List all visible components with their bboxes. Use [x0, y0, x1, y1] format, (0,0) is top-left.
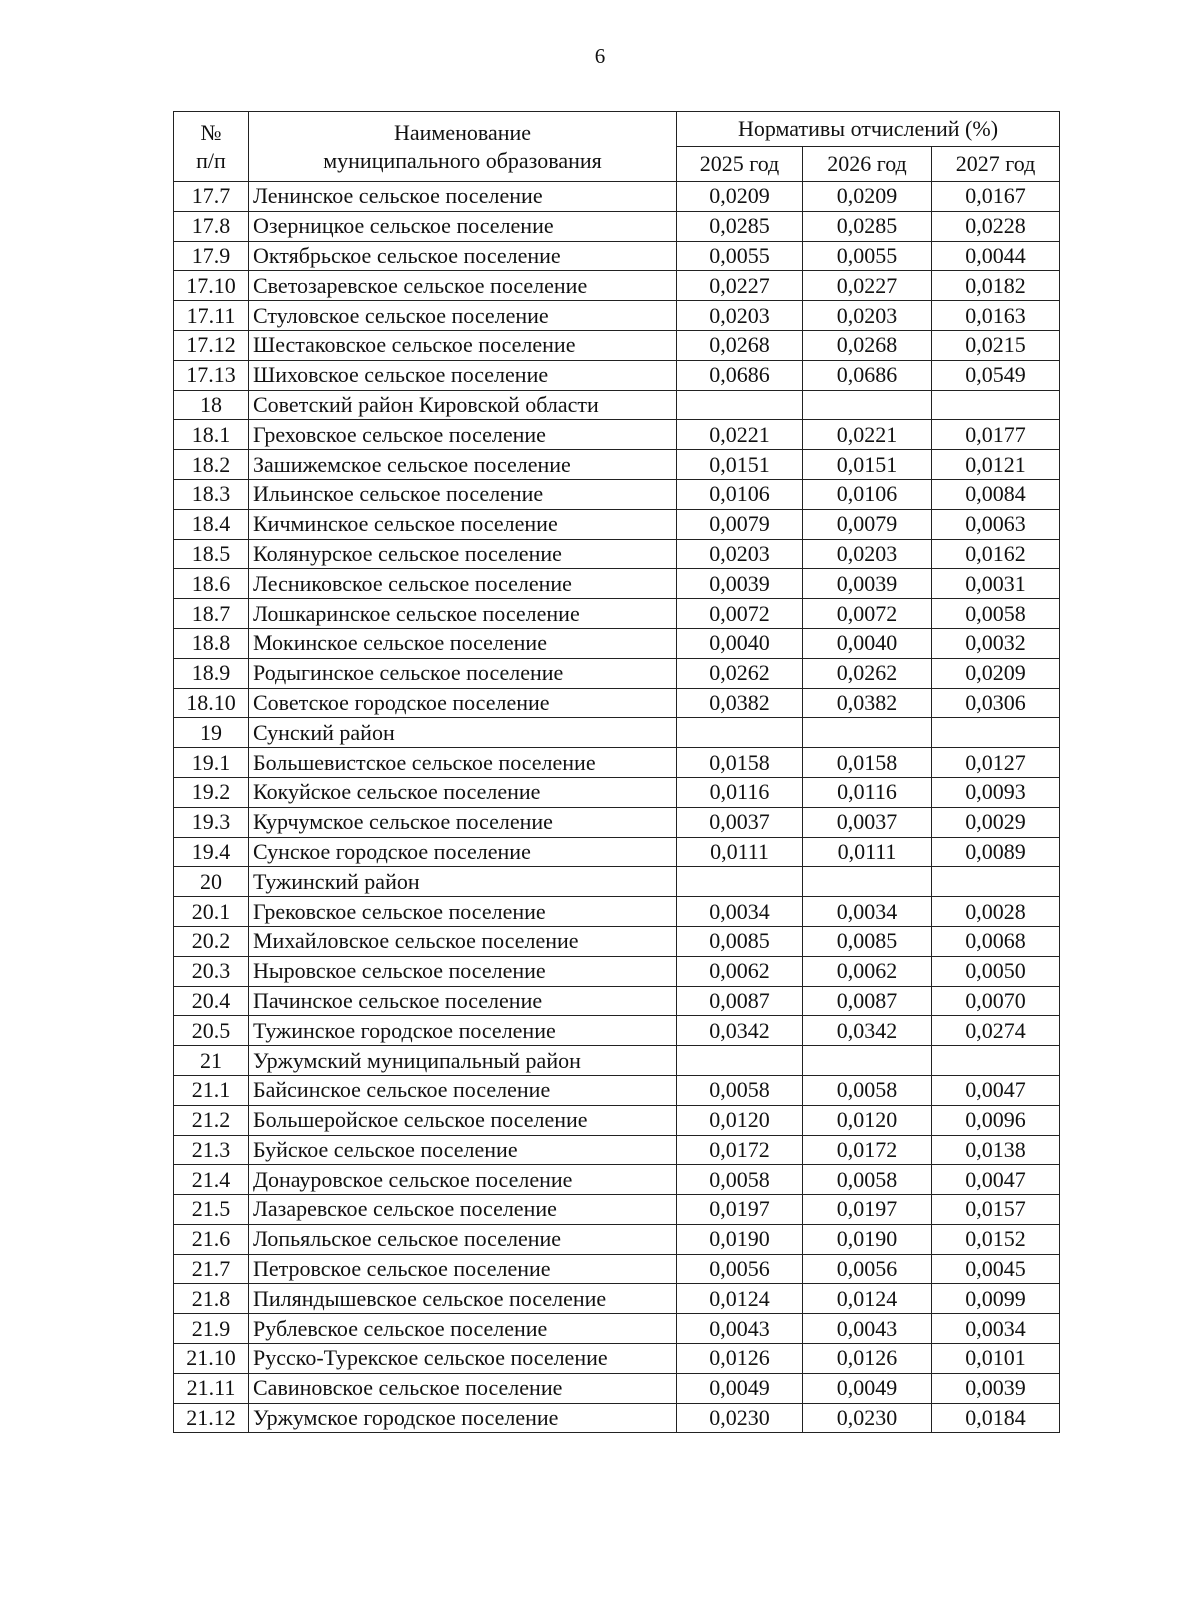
- row-value-2025: 0,0382: [677, 688, 803, 718]
- row-name: Лесниковское сельское поселение: [249, 569, 677, 599]
- row-value-2025: 0,0209: [677, 182, 803, 212]
- row-name: Большеройское сельское поселение: [249, 1105, 677, 1135]
- row-value-2025: 0,0055: [677, 241, 803, 271]
- row-value-2026: 0,0056: [803, 1254, 932, 1284]
- row-value-2027: 0,0093: [932, 777, 1060, 807]
- row-value-2025: 0,0039: [677, 569, 803, 599]
- row-value-2027: 0,0031: [932, 569, 1060, 599]
- row-name: Сунский район: [249, 718, 677, 748]
- row-value-2027: 0,0121: [932, 450, 1060, 480]
- row-value-2025: 0,0262: [677, 658, 803, 688]
- row-value-2026: 0,0034: [803, 897, 932, 927]
- row-value-2026: 0,0203: [803, 539, 932, 569]
- row-value-2027: 0,0228: [932, 211, 1060, 241]
- table-row: [174, 718, 1060, 748]
- row-number: 20.1: [174, 897, 249, 927]
- row-value-2026: 0,0058: [803, 1075, 932, 1105]
- row-number: 19.1: [174, 748, 249, 778]
- row-number: 21.6: [174, 1224, 249, 1254]
- row-number: 20.4: [174, 986, 249, 1016]
- row-number: 18.1: [174, 420, 249, 450]
- row-value-2025: 0,0040: [677, 628, 803, 658]
- row-value-2027: 0,0162: [932, 539, 1060, 569]
- row-value-2026: [803, 867, 932, 897]
- row-value-2027: 0,0039: [932, 1373, 1060, 1403]
- table-row: [174, 658, 1060, 688]
- row-number: 17.9: [174, 241, 249, 271]
- table-row: [174, 897, 1060, 927]
- row-number: 21.12: [174, 1403, 249, 1433]
- row-value-2027: 0,0184: [932, 1403, 1060, 1433]
- row-value-2026: 0,0106: [803, 479, 932, 509]
- row-number: 19.3: [174, 807, 249, 837]
- row-value-2025: 0,0058: [677, 1165, 803, 1195]
- row-value-2027: 0,0167: [932, 182, 1060, 212]
- row-value-2025: 0,0079: [677, 509, 803, 539]
- row-name: Уржумское городское поселение: [249, 1403, 677, 1433]
- row-value-2025: 0,0203: [677, 539, 803, 569]
- row-name: Родыгинское сельское поселение: [249, 658, 677, 688]
- row-value-2026: 0,0203: [803, 301, 932, 331]
- row-value-2026: [803, 718, 932, 748]
- row-value-2026: 0,0285: [803, 211, 932, 241]
- row-value-2026: 0,0382: [803, 688, 932, 718]
- row-name: Греховское сельское поселение: [249, 420, 677, 450]
- row-value-2027: 0,0549: [932, 360, 1060, 390]
- row-value-2026: 0,0342: [803, 1016, 932, 1046]
- header-name: [249, 112, 677, 182]
- row-value-2026: 0,0686: [803, 360, 932, 390]
- row-name: Кокуйское сельское поселение: [249, 777, 677, 807]
- row-name: Мокинское сельское поселение: [249, 628, 677, 658]
- table-row: [174, 1254, 1060, 1284]
- table-row: [174, 301, 1060, 331]
- row-name: Ильинское сельское поселение: [249, 479, 677, 509]
- table-row: [174, 271, 1060, 301]
- row-number: 18: [174, 390, 249, 420]
- row-value-2025: 0,0227: [677, 271, 803, 301]
- table-row: [174, 1314, 1060, 1344]
- row-number: 18.3: [174, 479, 249, 509]
- row-value-2027: 0,0029: [932, 807, 1060, 837]
- row-value-2027: 0,0182: [932, 271, 1060, 301]
- row-number: 21.3: [174, 1135, 249, 1165]
- row-name: Байсинское сельское поселение: [249, 1075, 677, 1105]
- table-row: [174, 837, 1060, 867]
- row-name: Буйское сельское поселение: [249, 1135, 677, 1165]
- header-norms-group: Нормативы отчислений (%): [677, 112, 1060, 147]
- row-value-2026: 0,0085: [803, 926, 932, 956]
- row-name: Светозаревское сельское поселение: [249, 271, 677, 301]
- table-row: [174, 1403, 1060, 1433]
- table-row: [174, 1284, 1060, 1314]
- page-number: 6: [594, 44, 606, 68]
- row-value-2026: 0,0172: [803, 1135, 932, 1165]
- row-value-2025: 0,0158: [677, 748, 803, 778]
- row-value-2025: 0,0190: [677, 1224, 803, 1254]
- row-number: 21.4: [174, 1165, 249, 1195]
- row-value-2025: 0,0087: [677, 986, 803, 1016]
- row-value-2027: 0,0058: [932, 599, 1060, 629]
- row-value-2025: 0,0058: [677, 1075, 803, 1105]
- table-row: [174, 509, 1060, 539]
- row-value-2025: 0,0172: [677, 1135, 803, 1165]
- row-name: Петровское сельское поселение: [249, 1254, 677, 1284]
- table-row: [174, 1224, 1060, 1254]
- row-value-2027: 0,0274: [932, 1016, 1060, 1046]
- row-name: Тужинский район: [249, 867, 677, 897]
- row-value-2027: 0,0099: [932, 1284, 1060, 1314]
- header-number-line1: №: [200, 119, 222, 145]
- row-number: 20.5: [174, 1016, 249, 1046]
- row-number: 21.8: [174, 1284, 249, 1314]
- row-name: Лопьяльское сельское поселение: [249, 1224, 677, 1254]
- row-value-2025: 0,0197: [677, 1195, 803, 1225]
- row-value-2027: [932, 867, 1060, 897]
- row-value-2027: [932, 390, 1060, 420]
- row-name: Озерницкое сельское поселение: [249, 211, 677, 241]
- table-row: [174, 1075, 1060, 1105]
- row-name: Пачинское сельское поселение: [249, 986, 677, 1016]
- row-number: 21.5: [174, 1195, 249, 1225]
- row-value-2027: 0,0152: [932, 1224, 1060, 1254]
- row-name: Кичминское сельское поселение: [249, 509, 677, 539]
- row-value-2026: 0,0227: [803, 271, 932, 301]
- row-value-2026: 0,0058: [803, 1165, 932, 1195]
- row-value-2026: 0,0037: [803, 807, 932, 837]
- row-number: 19.2: [174, 777, 249, 807]
- table-row: [174, 599, 1060, 629]
- row-value-2027: 0,0306: [932, 688, 1060, 718]
- table-row: [174, 688, 1060, 718]
- row-number: 18.2: [174, 450, 249, 480]
- row-value-2026: 0,0158: [803, 748, 932, 778]
- row-value-2027: 0,0044: [932, 241, 1060, 271]
- row-value-2027: 0,0034: [932, 1314, 1060, 1344]
- row-value-2027: 0,0047: [932, 1075, 1060, 1105]
- row-name: Грековское сельское поселение: [249, 897, 677, 927]
- row-number: 19: [174, 718, 249, 748]
- table-row: [174, 1195, 1060, 1225]
- table-row: [174, 539, 1060, 569]
- row-value-2027: 0,0101: [932, 1344, 1060, 1374]
- row-value-2026: 0,0039: [803, 569, 932, 599]
- header-name-line2: муниципального образования: [323, 147, 602, 173]
- header-year-2025: 2025 год: [677, 147, 803, 182]
- row-value-2025: 0,0686: [677, 360, 803, 390]
- table-row: [174, 748, 1060, 778]
- row-number: 17.8: [174, 211, 249, 241]
- row-value-2027: 0,0068: [932, 926, 1060, 956]
- row-number: 20.2: [174, 926, 249, 956]
- table-row: [174, 182, 1060, 212]
- row-value-2027: 0,0070: [932, 986, 1060, 1016]
- row-number: 18.5: [174, 539, 249, 569]
- row-value-2025: 0,0126: [677, 1344, 803, 1374]
- row-name: Лазаревское сельское поселение: [249, 1195, 677, 1225]
- row-value-2025: 0,0049: [677, 1373, 803, 1403]
- row-number: 18.9: [174, 658, 249, 688]
- row-value-2027: 0,0032: [932, 628, 1060, 658]
- table-row: [174, 241, 1060, 271]
- row-value-2027: [932, 1046, 1060, 1076]
- row-value-2025: 0,0268: [677, 330, 803, 360]
- row-value-2026: 0,0151: [803, 450, 932, 480]
- row-value-2025: 0,0072: [677, 599, 803, 629]
- row-number: 21.10: [174, 1344, 249, 1374]
- row-number: 20.3: [174, 956, 249, 986]
- table-row: [174, 926, 1060, 956]
- row-name: Русско-Турекское сельское поселение: [249, 1344, 677, 1374]
- row-name: Рублевское сельское поселение: [249, 1314, 677, 1344]
- table-row: [174, 1344, 1060, 1374]
- row-value-2025: 0,0342: [677, 1016, 803, 1046]
- row-value-2026: 0,0055: [803, 241, 932, 271]
- row-name: Пиляндышевское сельское поселение: [249, 1284, 677, 1314]
- table-row: [174, 479, 1060, 509]
- row-value-2025: 0,0285: [677, 211, 803, 241]
- table-row: [174, 1135, 1060, 1165]
- header-year-2026: 2026 год: [803, 147, 932, 182]
- row-value-2027: 0,0063: [932, 509, 1060, 539]
- row-number: 21.1: [174, 1075, 249, 1105]
- row-value-2026: 0,0111: [803, 837, 932, 867]
- row-value-2027: 0,0089: [932, 837, 1060, 867]
- row-value-2026: 0,0043: [803, 1314, 932, 1344]
- row-value-2025: 0,0034: [677, 897, 803, 927]
- row-value-2026: 0,0116: [803, 777, 932, 807]
- row-name: Савиновское сельское поселение: [249, 1373, 677, 1403]
- table-row: [174, 211, 1060, 241]
- row-value-2027: 0,0215: [932, 330, 1060, 360]
- table-row: [174, 1165, 1060, 1195]
- header-name-line1: Наименование: [393, 119, 532, 145]
- row-name: Курчумское сельское поселение: [249, 807, 677, 837]
- row-value-2025: 0,0151: [677, 450, 803, 480]
- table-row: [174, 360, 1060, 390]
- row-number: 21.7: [174, 1254, 249, 1284]
- row-value-2025: 0,0106: [677, 479, 803, 509]
- row-value-2027: 0,0045: [932, 1254, 1060, 1284]
- row-value-2026: 0,0268: [803, 330, 932, 360]
- row-value-2026: [803, 1046, 932, 1076]
- row-name: Уржумский муниципальный район: [249, 1046, 677, 1076]
- row-number: 17.12: [174, 330, 249, 360]
- row-value-2025: [677, 1046, 803, 1076]
- row-number: 19.4: [174, 837, 249, 867]
- row-value-2025: 0,0085: [677, 926, 803, 956]
- row-value-2026: 0,0126: [803, 1344, 932, 1374]
- row-value-2026: 0,0209: [803, 182, 932, 212]
- row-value-2025: 0,0062: [677, 956, 803, 986]
- norms-table: [173, 111, 1060, 1433]
- row-value-2026: 0,0062: [803, 956, 932, 986]
- row-number: 18.7: [174, 599, 249, 629]
- table-row: [174, 986, 1060, 1016]
- row-name: Лошкаринское сельское поселение: [249, 599, 677, 629]
- table-row: [174, 390, 1060, 420]
- row-name: Колянурское сельское поселение: [249, 539, 677, 569]
- row-value-2026: 0,0221: [803, 420, 932, 450]
- table-row: [174, 420, 1060, 450]
- row-number: 18.8: [174, 628, 249, 658]
- row-number: 17.13: [174, 360, 249, 390]
- row-value-2025: 0,0120: [677, 1105, 803, 1135]
- row-value-2027: 0,0096: [932, 1105, 1060, 1135]
- row-value-2026: 0,0124: [803, 1284, 932, 1314]
- row-number: 17.11: [174, 301, 249, 331]
- table-row: [174, 1046, 1060, 1076]
- row-value-2027: 0,0163: [932, 301, 1060, 331]
- row-value-2026: 0,0079: [803, 509, 932, 539]
- row-name: Октябрьское сельское поселение: [249, 241, 677, 271]
- table-row: [174, 777, 1060, 807]
- table-header: [174, 112, 1060, 182]
- row-value-2025: 0,0037: [677, 807, 803, 837]
- row-value-2027: 0,0050: [932, 956, 1060, 986]
- row-number: 21: [174, 1046, 249, 1076]
- row-value-2025: 0,0124: [677, 1284, 803, 1314]
- row-value-2025: 0,0230: [677, 1403, 803, 1433]
- header-number: [174, 112, 249, 182]
- row-value-2025: [677, 718, 803, 748]
- row-value-2026: 0,0262: [803, 658, 932, 688]
- table-row: [174, 450, 1060, 480]
- row-number: 18.10: [174, 688, 249, 718]
- table-row: [174, 330, 1060, 360]
- row-value-2025: [677, 867, 803, 897]
- row-value-2027: 0,0209: [932, 658, 1060, 688]
- row-number: 17.10: [174, 271, 249, 301]
- row-value-2027: 0,0138: [932, 1135, 1060, 1165]
- header-number-line2: п/п: [196, 147, 226, 173]
- row-name: Тужинское городское поселение: [249, 1016, 677, 1046]
- row-value-2027: 0,0047: [932, 1165, 1060, 1195]
- row-number: 18.4: [174, 509, 249, 539]
- row-number: 21.9: [174, 1314, 249, 1344]
- row-number: 20: [174, 867, 249, 897]
- row-name: Донауровское сельское поселение: [249, 1165, 677, 1195]
- table-row: [174, 1105, 1060, 1135]
- row-value-2025: 0,0116: [677, 777, 803, 807]
- row-value-2025: 0,0221: [677, 420, 803, 450]
- row-value-2025: 0,0056: [677, 1254, 803, 1284]
- table-row: [174, 1016, 1060, 1046]
- row-value-2025: 0,0203: [677, 301, 803, 331]
- table-body: [174, 182, 1060, 1433]
- row-number: 21.2: [174, 1105, 249, 1135]
- row-value-2026: 0,0072: [803, 599, 932, 629]
- table-row: [174, 956, 1060, 986]
- row-number: 21.11: [174, 1373, 249, 1403]
- row-name: Сунское городское поселение: [249, 837, 677, 867]
- header-year-2027: 2027 год: [932, 147, 1060, 182]
- row-value-2025: [677, 390, 803, 420]
- row-value-2027: 0,0084: [932, 479, 1060, 509]
- row-value-2026: 0,0087: [803, 986, 932, 1016]
- row-name: Советское городское поселение: [249, 688, 677, 718]
- row-value-2027: 0,0177: [932, 420, 1060, 450]
- row-value-2026: [803, 390, 932, 420]
- table-row: [174, 569, 1060, 599]
- table-row: [174, 1373, 1060, 1403]
- row-name: Ныровское сельское поселение: [249, 956, 677, 986]
- row-value-2027: 0,0127: [932, 748, 1060, 778]
- row-name: Ленинское сельское поселение: [249, 182, 677, 212]
- row-value-2026: 0,0049: [803, 1373, 932, 1403]
- row-number: 18.6: [174, 569, 249, 599]
- row-value-2027: 0,0157: [932, 1195, 1060, 1225]
- row-value-2026: 0,0040: [803, 628, 932, 658]
- row-value-2026: 0,0190: [803, 1224, 932, 1254]
- row-name: Большевистское сельское поселение: [249, 748, 677, 778]
- table-row: [174, 807, 1060, 837]
- row-value-2025: 0,0043: [677, 1314, 803, 1344]
- row-value-2025: 0,0111: [677, 837, 803, 867]
- row-name: Зашижемское сельское поселение: [249, 450, 677, 480]
- row-value-2026: 0,0197: [803, 1195, 932, 1225]
- row-value-2027: [932, 718, 1060, 748]
- row-number: 17.7: [174, 182, 249, 212]
- row-name: Советский район Кировской области: [249, 390, 677, 420]
- row-value-2026: 0,0120: [803, 1105, 932, 1135]
- table-row: [174, 628, 1060, 658]
- table-row: [174, 867, 1060, 897]
- row-name: Стуловское сельское поселение: [249, 301, 677, 331]
- row-name: Михайловское сельское поселение: [249, 926, 677, 956]
- row-value-2026: 0,0230: [803, 1403, 932, 1433]
- row-name: Шиховское сельское поселение: [249, 360, 677, 390]
- row-value-2027: 0,0028: [932, 897, 1060, 927]
- row-name: Шестаковское сельское поселение: [249, 330, 677, 360]
